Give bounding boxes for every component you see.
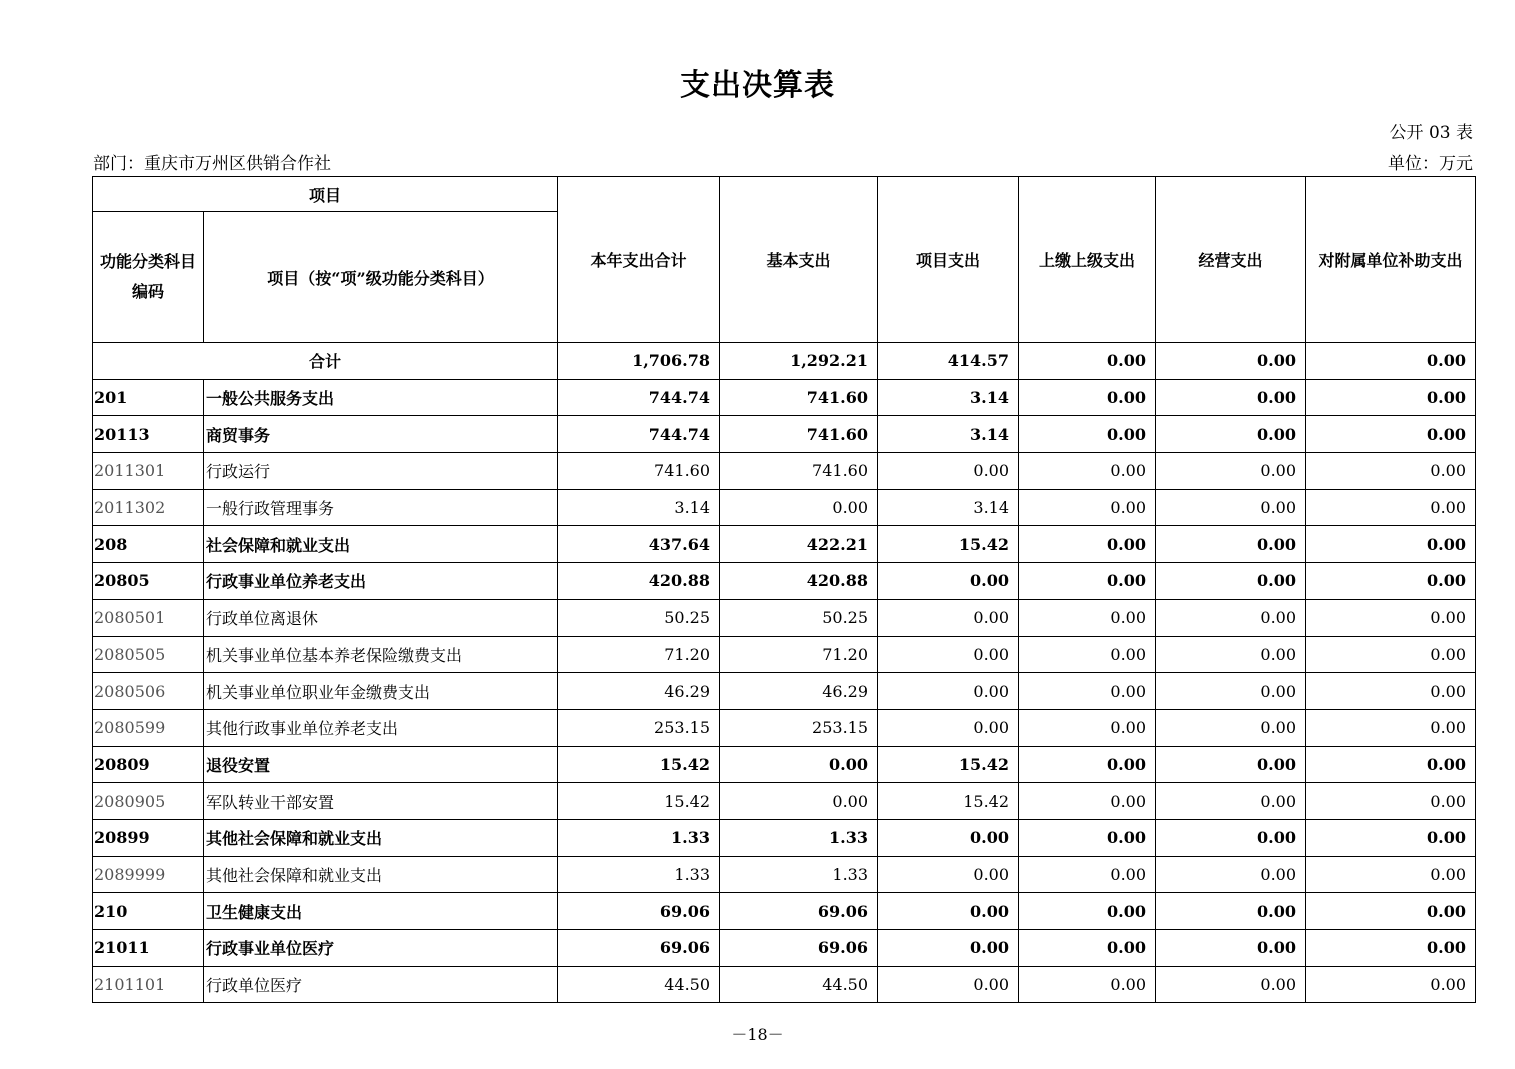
row-name: 退役安置: [204, 746, 558, 783]
row-value: 0.00: [1306, 416, 1476, 453]
header-col-subsidy: 对附属单位补助支出: [1306, 177, 1476, 343]
row-value: 0.00: [878, 930, 1019, 967]
row-value: 437.64: [558, 526, 720, 563]
row-code: 208: [93, 526, 204, 563]
table-row: [93, 563, 1476, 600]
row-name: 一般公共服务支出: [204, 379, 558, 416]
row-value: 0.00: [1156, 893, 1306, 930]
row-name: 卫生健康支出: [204, 893, 558, 930]
total-value: 0.00: [1306, 343, 1476, 380]
row-code: 2080505: [93, 636, 204, 673]
row-value: 3.14: [558, 489, 720, 526]
row-value: 0.00: [1306, 893, 1476, 930]
row-value: 0.00: [1306, 673, 1476, 710]
row-value: 15.42: [558, 746, 720, 783]
row-value: 0.00: [1156, 783, 1306, 820]
row-value: 69.06: [558, 930, 720, 967]
row-code: 2080501: [93, 599, 204, 636]
row-value: 3.14: [878, 379, 1019, 416]
total-value: 1,292.21: [720, 343, 878, 380]
row-name: 军队转业干部安置: [204, 783, 558, 820]
row-value: 0.00: [1019, 966, 1156, 1003]
row-code: 20899: [93, 819, 204, 856]
row-value: 69.06: [558, 893, 720, 930]
row-value: 15.42: [878, 746, 1019, 783]
row-value: 0.00: [720, 783, 878, 820]
row-name: 行政运行: [204, 453, 558, 490]
table-row: [93, 636, 1476, 673]
row-value: 0.00: [1019, 379, 1156, 416]
row-value: 15.42: [558, 783, 720, 820]
row-value: 0.00: [1019, 563, 1156, 600]
row-name: 行政事业单位医疗: [204, 930, 558, 967]
table-row: [93, 709, 1476, 746]
row-code: 21011: [93, 930, 204, 967]
table-row: [93, 453, 1476, 490]
row-value: 0.00: [1019, 893, 1156, 930]
row-value: 741.60: [558, 453, 720, 490]
row-code: 20113: [93, 416, 204, 453]
row-value: 0.00: [1019, 416, 1156, 453]
row-value: 0.00: [1019, 819, 1156, 856]
row-value: 15.42: [878, 783, 1019, 820]
row-value: 50.25: [558, 599, 720, 636]
row-name: 社会保障和就业支出: [204, 526, 558, 563]
table-row: [93, 746, 1476, 783]
table-row: [93, 966, 1476, 1003]
row-value: 3.14: [878, 416, 1019, 453]
row-value: 741.60: [720, 416, 878, 453]
table-row: [93, 856, 1476, 893]
row-value: 0.00: [1019, 746, 1156, 783]
row-code: 2080506: [93, 673, 204, 710]
row-value: 1.33: [558, 819, 720, 856]
row-name: 商贸事务: [204, 416, 558, 453]
form-number: 公开 03 表: [1389, 123, 1473, 143]
row-value: 0.00: [1156, 526, 1306, 563]
total-value: 414.57: [878, 343, 1019, 380]
row-code: 210: [93, 893, 204, 930]
total-row: [93, 343, 1476, 380]
table-row: [93, 930, 1476, 967]
row-code: 2011301: [93, 453, 204, 490]
row-value: 0.00: [1306, 526, 1476, 563]
table-row: [93, 673, 1476, 710]
table-row: [93, 819, 1476, 856]
row-value: 1.33: [558, 856, 720, 893]
row-value: 0.00: [1019, 709, 1156, 746]
table-row: [93, 526, 1476, 563]
row-value: 46.29: [558, 673, 720, 710]
total-value: 0.00: [1019, 343, 1156, 380]
row-value: 0.00: [1156, 966, 1306, 1003]
row-value: 0.00: [1156, 453, 1306, 490]
row-value: 0.00: [1306, 930, 1476, 967]
row-value: 0.00: [1306, 966, 1476, 1003]
row-value: 15.42: [878, 526, 1019, 563]
row-value: 3.14: [878, 489, 1019, 526]
row-value: 1.33: [720, 819, 878, 856]
row-name: 行政单位离退休: [204, 599, 558, 636]
row-value: 0.00: [1306, 599, 1476, 636]
row-name: 一般行政管理事务: [204, 489, 558, 526]
row-value: 0.00: [1156, 856, 1306, 893]
row-value: 0.00: [1019, 526, 1156, 563]
row-value: 0.00: [1306, 783, 1476, 820]
row-value: 50.25: [720, 599, 878, 636]
table-row: [93, 783, 1476, 820]
row-value: 0.00: [1306, 563, 1476, 600]
header-code: 功能分类科目编码: [93, 212, 204, 343]
row-code: 2080599: [93, 709, 204, 746]
row-value: 44.50: [720, 966, 878, 1003]
row-value: 0.00: [1156, 489, 1306, 526]
row-value: 0.00: [1156, 746, 1306, 783]
header-col-basic: 基本支出: [720, 177, 878, 343]
row-code: 20805: [93, 563, 204, 600]
row-value: 0.00: [1306, 856, 1476, 893]
row-value: 0.00: [1306, 453, 1476, 490]
row-value: 0.00: [1019, 783, 1156, 820]
row-value: 0.00: [1156, 819, 1306, 856]
row-value: 422.21: [720, 526, 878, 563]
row-value: 0.00: [1019, 930, 1156, 967]
row-value: 71.20: [720, 636, 878, 673]
row-value: 253.15: [558, 709, 720, 746]
row-value: 741.60: [720, 453, 878, 490]
row-value: 0.00: [1156, 709, 1306, 746]
row-value: 0.00: [720, 489, 878, 526]
row-name: 其他行政事业单位养老支出: [204, 709, 558, 746]
row-value: 0.00: [1156, 379, 1306, 416]
department-label: 部门：重庆市万州区供销合作社: [93, 154, 331, 174]
row-code: 2089999: [93, 856, 204, 893]
header-col-upper: 上缴上级支出: [1019, 177, 1156, 343]
row-value: 0.00: [1156, 599, 1306, 636]
table-row: [93, 489, 1476, 526]
table-row: [93, 379, 1476, 416]
row-name: 行政单位医疗: [204, 966, 558, 1003]
row-name: 其他社会保障和就业支出: [204, 856, 558, 893]
row-value: 0.00: [1019, 636, 1156, 673]
header-col-total: 本年支出合计: [558, 177, 720, 343]
row-value: 0.00: [1156, 930, 1306, 967]
table-row: [93, 599, 1476, 636]
unit-label: 单位：万元: [1388, 154, 1473, 174]
row-value: 69.06: [720, 930, 878, 967]
row-value: 44.50: [558, 966, 720, 1003]
row-value: 0.00: [1019, 489, 1156, 526]
row-value: 46.29: [720, 673, 878, 710]
row-value: 0.00: [878, 453, 1019, 490]
row-value: 253.15: [720, 709, 878, 746]
row-value: 0.00: [878, 563, 1019, 600]
row-value: 0.00: [878, 856, 1019, 893]
row-value: 0.00: [878, 709, 1019, 746]
row-value: 741.60: [720, 379, 878, 416]
row-value: 0.00: [1156, 673, 1306, 710]
row-value: 1.33: [720, 856, 878, 893]
table-row: [93, 416, 1476, 453]
row-value: 0.00: [1306, 709, 1476, 746]
row-value: 0.00: [878, 819, 1019, 856]
row-value: 0.00: [1156, 636, 1306, 673]
row-name: 机关事业单位基本养老保险缴费支出: [204, 636, 558, 673]
row-value: 0.00: [1306, 636, 1476, 673]
row-value: 0.00: [1306, 379, 1476, 416]
row-value: 0.00: [878, 893, 1019, 930]
row-name: 机关事业单位职业年金缴费支出: [204, 673, 558, 710]
row-value: 0.00: [1019, 673, 1156, 710]
row-value: 71.20: [558, 636, 720, 673]
row-name: 行政事业单位养老支出: [204, 563, 558, 600]
row-code: 20809: [93, 746, 204, 783]
row-code: 201: [93, 379, 204, 416]
page-title: 支出决算表: [680, 68, 835, 103]
row-value: 0.00: [1306, 819, 1476, 856]
header-name: 项目（按“项”级功能分类科目）: [204, 212, 558, 343]
total-value: 0.00: [1156, 343, 1306, 380]
row-code: 2011302: [93, 489, 204, 526]
row-value: 0.00: [878, 673, 1019, 710]
row-value: 0.00: [1019, 453, 1156, 490]
row-value: 0.00: [1019, 856, 1156, 893]
row-value: 744.74: [558, 379, 720, 416]
row-name: 其他社会保障和就业支出: [204, 819, 558, 856]
header-col-project: 项目支出: [878, 177, 1019, 343]
row-value: 0.00: [878, 599, 1019, 636]
row-value: 0.00: [720, 746, 878, 783]
row-value: 420.88: [720, 563, 878, 600]
row-code: 2080905: [93, 783, 204, 820]
row-value: 420.88: [558, 563, 720, 600]
row-value: 0.00: [1019, 599, 1156, 636]
table-row: [93, 893, 1476, 930]
row-code: 2101101: [93, 966, 204, 1003]
row-value: 0.00: [1156, 563, 1306, 600]
row-value: 744.74: [558, 416, 720, 453]
expenditure-table: [92, 176, 1476, 1003]
row-value: 0.00: [1306, 489, 1476, 526]
row-value: 0.00: [1306, 746, 1476, 783]
row-value: 0.00: [878, 966, 1019, 1003]
header-item-group: 项目: [93, 177, 558, 212]
total-label: 合计: [93, 343, 558, 380]
total-value: 1,706.78: [558, 343, 720, 380]
row-value: 69.06: [720, 893, 878, 930]
header-col-business: 经营支出: [1156, 177, 1306, 343]
row-value: 0.00: [1156, 416, 1306, 453]
row-value: 0.00: [878, 636, 1019, 673]
page-number: －18－: [731, 1025, 784, 1044]
